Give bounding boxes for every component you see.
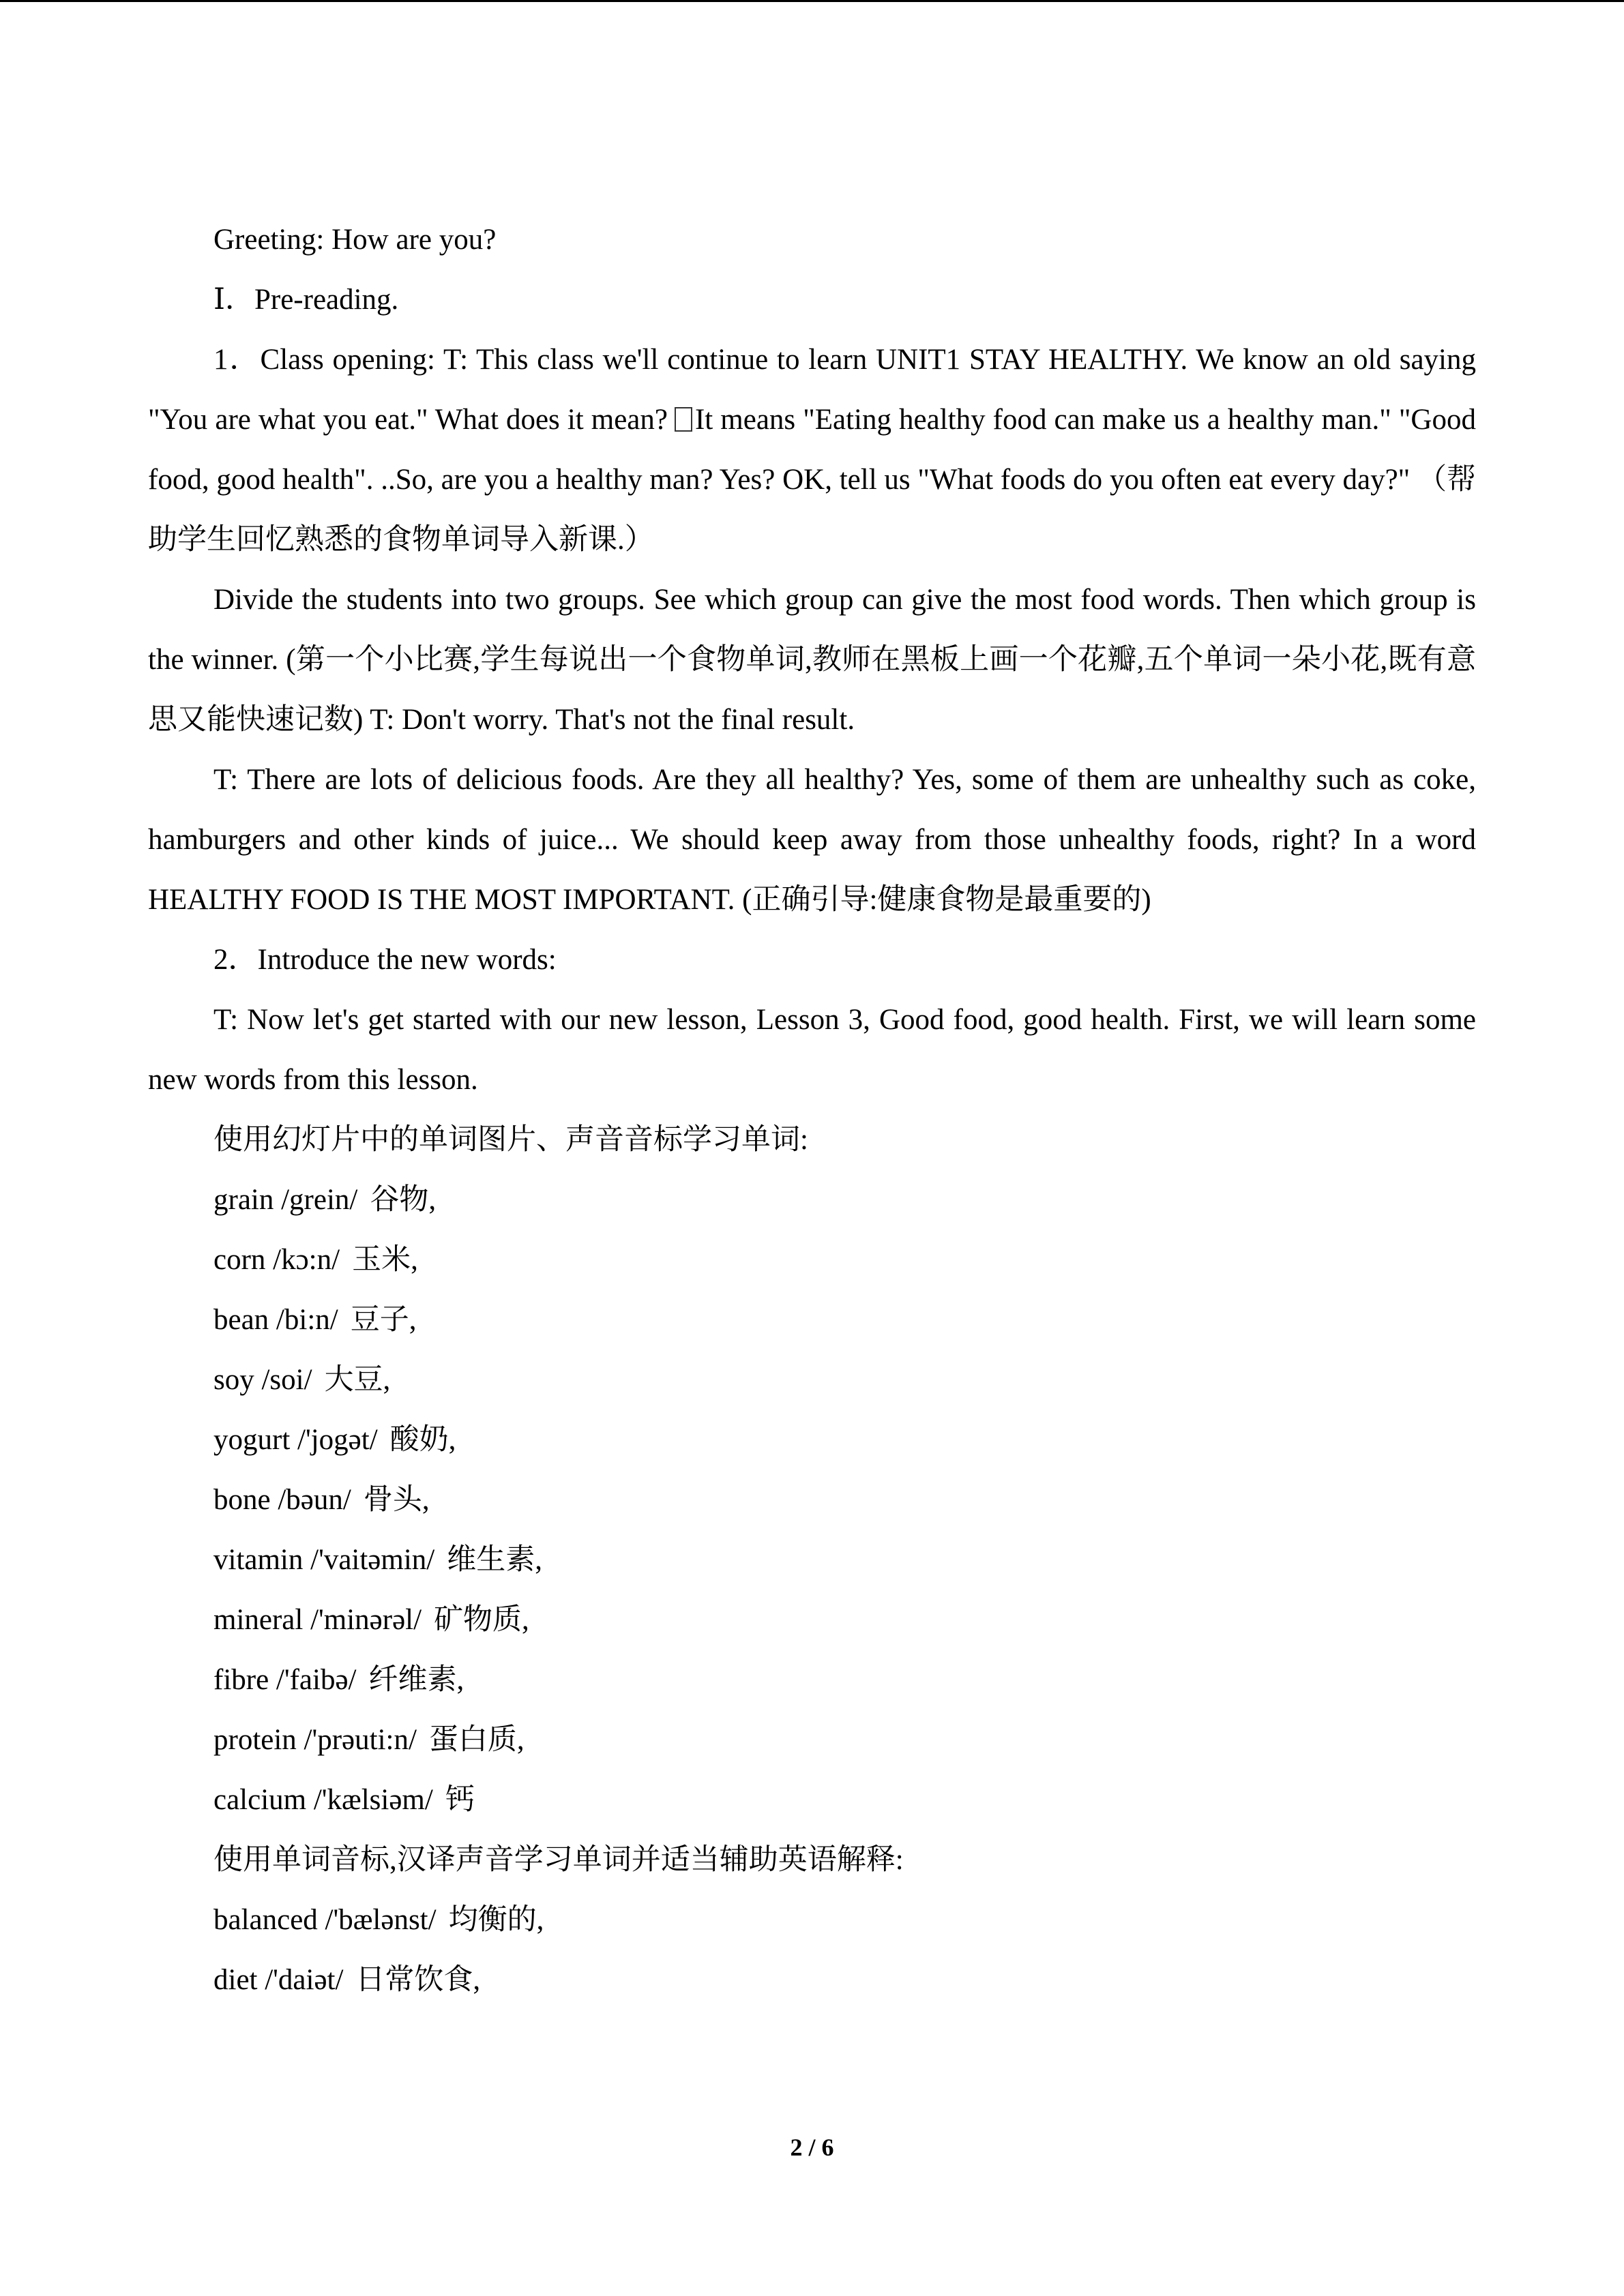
paragraph-class-opening [148,330,1476,570]
vocab-word: mineral /'minərəl/ [213,1604,422,1636]
vocab-word: fibre /'faibə/ [213,1664,357,1696]
vocab-item [148,1710,1476,1770]
vocab-list-1 [148,1170,1476,1830]
vocab-meaning: 日常饮食, [355,1964,481,1996]
vocab-item [148,1590,1476,1650]
vocab-item [148,1530,1476,1590]
vocab-word: diet /'daiət/ [213,1964,344,1996]
paragraph-healthy-foods: T: There are lots of delicious foods. Are they all healthy? Yes, some of them are unhealthy such as coke, hamburgers and other kinds of juice... We should keep away from those unhealthy foods, right? In a word HEALTHY FOOD IS THE MOST IMPORTANT. (正确引导:健康食物是最重要的) [148,764,1476,916]
vocab-word: yogurt /'jogət/ [213,1424,378,1456]
vocab-word: corn /kɔ:n/ [213,1244,340,1276]
vocab-item [148,1770,1476,1830]
vocab-word: protein /'prəuti:n/ [213,1724,417,1756]
vocab-meaning: 矿物质, [434,1604,529,1636]
paragraph-class-opening-part1: 1．Class opening: T: This class we'll continue to learn UNIT1 STAY HEALTHY. We know an old saying "You are what you eat." What does it mean? [148,344,1476,436]
vocab-item [148,1470,1476,1530]
vocab-meaning: 酸奶, [389,1424,456,1456]
vocab-item [148,1950,1476,2010]
paragraph-new-lesson: T: Now let's get started with our new lesson, Lesson 3, Good food, good health. First, we will learn some new words from this lesson. [148,1004,1476,1096]
vocab-meaning: 豆子, [350,1304,417,1336]
document-body [148,210,1476,2010]
vocab-meaning: 均衡的, [448,1904,544,1936]
paragraph-groups: Divide the students into two groups. See which group can give the most food words. Then which group is the winner. (第一个小比赛,学生每说出一个食物单词,教师在黑板上画一个花瓣,五个单词一朵小花,既有意思又能快速记数) T: Don't worry. That's not the final result. [148,584,1476,736]
vocab-word: soy /soi/ [213,1364,312,1396]
vocab-word: balanced /'bælənst/ [213,1904,437,1936]
page-number: 2 / 6 [790,2134,834,2161]
vocab-meaning: 骨头, [363,1484,430,1516]
missing-glyph-box [675,407,692,432]
vocab-item [148,1290,1476,1350]
vocab-item [148,1350,1476,1410]
vocab-item [148,1410,1476,1470]
phonetic-intro-line: 使用单词音标,汉译声音学习单词并适当辅助英语解释: [213,1844,904,1876]
vocab-list-2 [148,1890,1476,2010]
vocab-item [148,1170,1476,1230]
vocab-word: grain /grein/ [213,1184,358,1216]
vocab-word: calcium /'kælsiəm/ [213,1784,433,1816]
vocab-word: vitamin /'vaitəmin/ [213,1544,435,1576]
vocab-meaning: 维生素, [447,1544,542,1576]
vocab-word: bone /bəun/ [213,1484,351,1516]
vocab-meaning: 大豆, [324,1364,391,1396]
vocab-item [148,1230,1476,1290]
vocab-item [148,1650,1476,1710]
greeting-line: Greeting: How are you? [213,224,497,256]
vocab-meaning: 谷物, [370,1184,437,1216]
vocab-meaning: 纤维素, [368,1664,464,1696]
section-heading-pre-reading: Ⅰ．Pre-reading. [213,284,399,316]
top-border-line [0,0,1624,2]
vocab-meaning: 蛋白质, [428,1724,525,1756]
vocab-meaning: 钙 [445,1784,475,1816]
vocab-word: bean /bi:n/ [213,1304,338,1336]
vocab-item [148,1890,1476,1950]
slides-intro-line: 使用幻灯片中的单词图片、声音音标学习单词: [213,1124,808,1156]
vocab-meaning: 玉米, [352,1244,418,1276]
paragraph-class-opening-part2: It means "Eating healthy food can make us a healthy man." "Good food, good health". ..So, are you a healthy man? Yes? OK, tell us "What foods do you often eat every day?" （帮助学生回忆熟悉的食物单词导入新课.） [148,404,1476,556]
item-introduce-new-words: 2．Introduce the new words: [213,944,557,976]
